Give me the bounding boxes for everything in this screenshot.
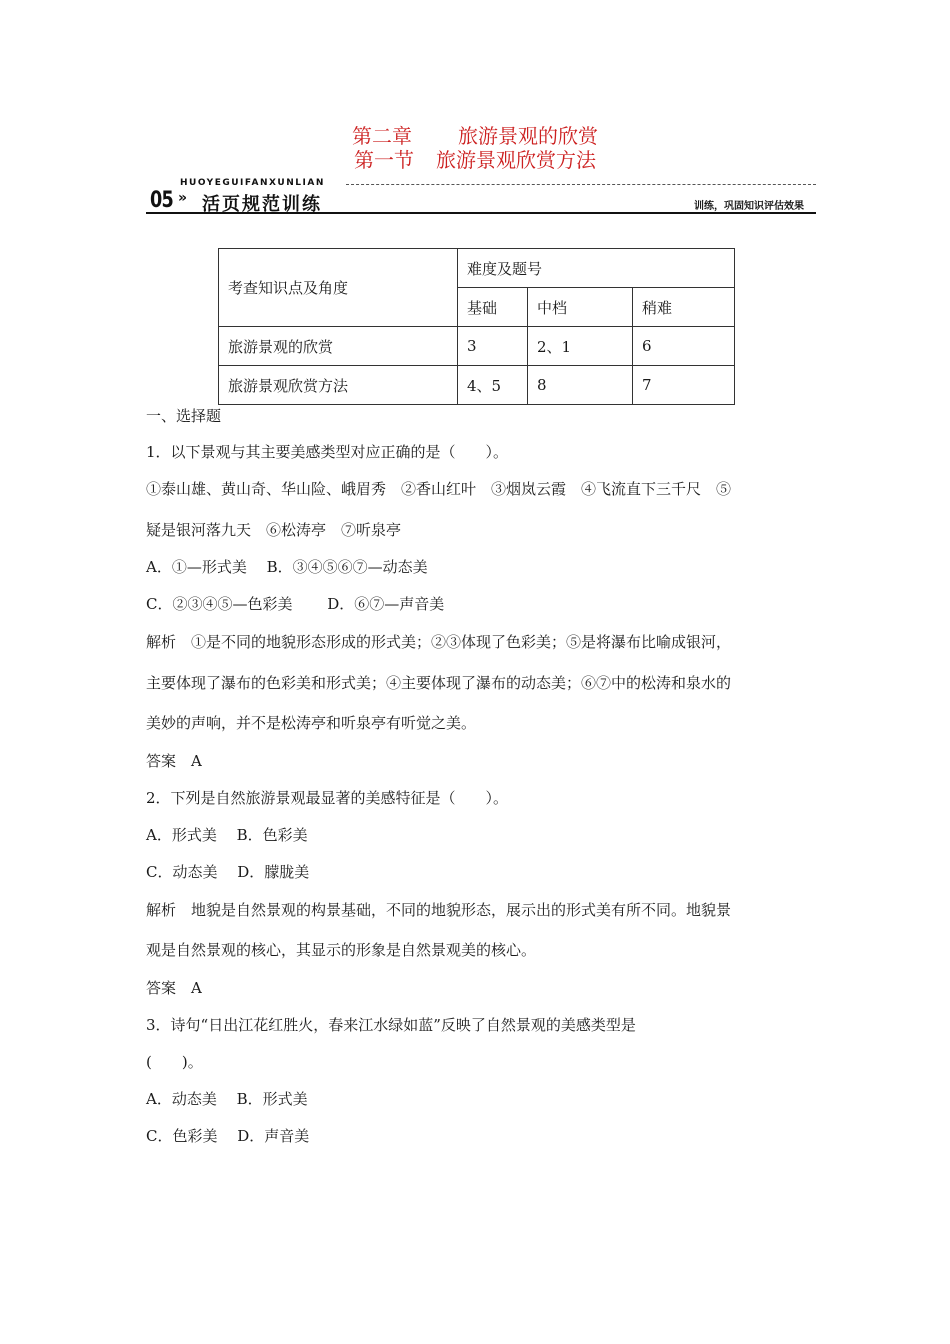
chapter-title: 旅游景观的欣赏 [458,124,598,148]
section-title: 旅游景观欣赏方法 [436,148,596,172]
section-label: 一、选择题 [146,407,222,425]
question-2-options: A．形式美 B．色彩美 [146,826,308,844]
table-cell: 3 [458,327,528,366]
question-2-answer: 答案 A [146,979,202,997]
question-2-options: C．动态美 D．朦胧美 [146,863,310,881]
table-level: 中档 [528,288,633,327]
question-1-analysis: 主要体现了瀑布的色彩美和形式美；④主要体现了瀑布的动态美；⑥⑦中的松涛和泉水的 [146,674,732,692]
practice-banner [146,178,816,218]
question-3-stem: 3．诗句“日出江花红胜火，春来江水绿如蓝”反映了自然景观的美感类型是 [146,1016,636,1034]
banner-dashed-rule [346,184,816,185]
question-1-stem: 1．以下景观与其主要美感类型对应正确的是（ ）。 [146,443,509,461]
table-level: 基础 [458,288,528,327]
table-header-left: 考查知识点及角度 [219,249,458,327]
knowledge-table [218,248,735,405]
table-row [219,327,735,366]
banner-rule [146,212,816,214]
table-cell: 旅游景观的欣赏 [219,327,458,366]
question-2-analysis: 解析 地貌是自然景观的构景基础，不同的地貌形态，展示出的形式美有所不同。地貌景 [146,901,732,919]
question-1-options: C．②③④⑤—色彩美 D．⑥⑦—声音美 [146,595,445,613]
question-3-stem: ( )。 [146,1053,203,1071]
chapter-number: 第二章 [352,124,412,148]
banner-slogan: 训练，巩固知识评估效果 [694,201,804,212]
chapter-heading [0,124,950,148]
question-3-options: C．色彩美 D．声音美 [146,1127,310,1145]
double-chevron-icon: » [178,190,188,206]
question-1-material: ①泰山雄、黄山奇、华山险、峨眉秀 ②香山红叶 ③烟岚云霞 ④飞流直下三千尺 ⑤ [146,480,732,498]
question-1-options: A．①—形式美 B．③④⑤⑥⑦—动态美 [146,558,428,576]
question-1-material: 疑是银河落九天 ⑥松涛亭 ⑦听泉亭 [146,521,402,539]
section-number: 第一节 [354,148,414,172]
table-cell: 7 [633,366,735,405]
table-level: 稍难 [633,288,735,327]
table-header-right: 难度及题号 [458,249,735,288]
question-2-stem: 2．下列是自然旅游景观最显著的美感特征是（ ）。 [146,789,509,807]
table-cell: 6 [633,327,735,366]
table-row [219,366,735,405]
question-1-analysis: 解析 ①是不同的地貌形态形成的形式美；②③体现了色彩美；⑤是将瀑布比喻成银河， [146,633,732,651]
table-header-row [219,249,735,288]
table-cell: 2、1 [528,327,633,366]
banner-name: 活页规范训练 [202,194,322,215]
banner-pinyin: HUOYEGUIFANXUNLIAN [180,178,325,188]
section-heading [0,148,950,172]
question-3-options: A．动态美 B．形式美 [146,1090,308,1108]
question-1-analysis: 美妙的声响，并不是松涛亭和听泉亭有听觉之美。 [146,714,477,732]
question-2-analysis: 观是自然景观的核心，其显示的形象是自然景观美的核心。 [146,941,537,959]
question-1-answer: 答案 A [146,752,202,770]
banner-number: 05 [150,188,173,213]
table-cell: 旅游景观欣赏方法 [219,366,458,405]
table-cell: 8 [528,366,633,405]
table-cell: 4、5 [458,366,528,405]
